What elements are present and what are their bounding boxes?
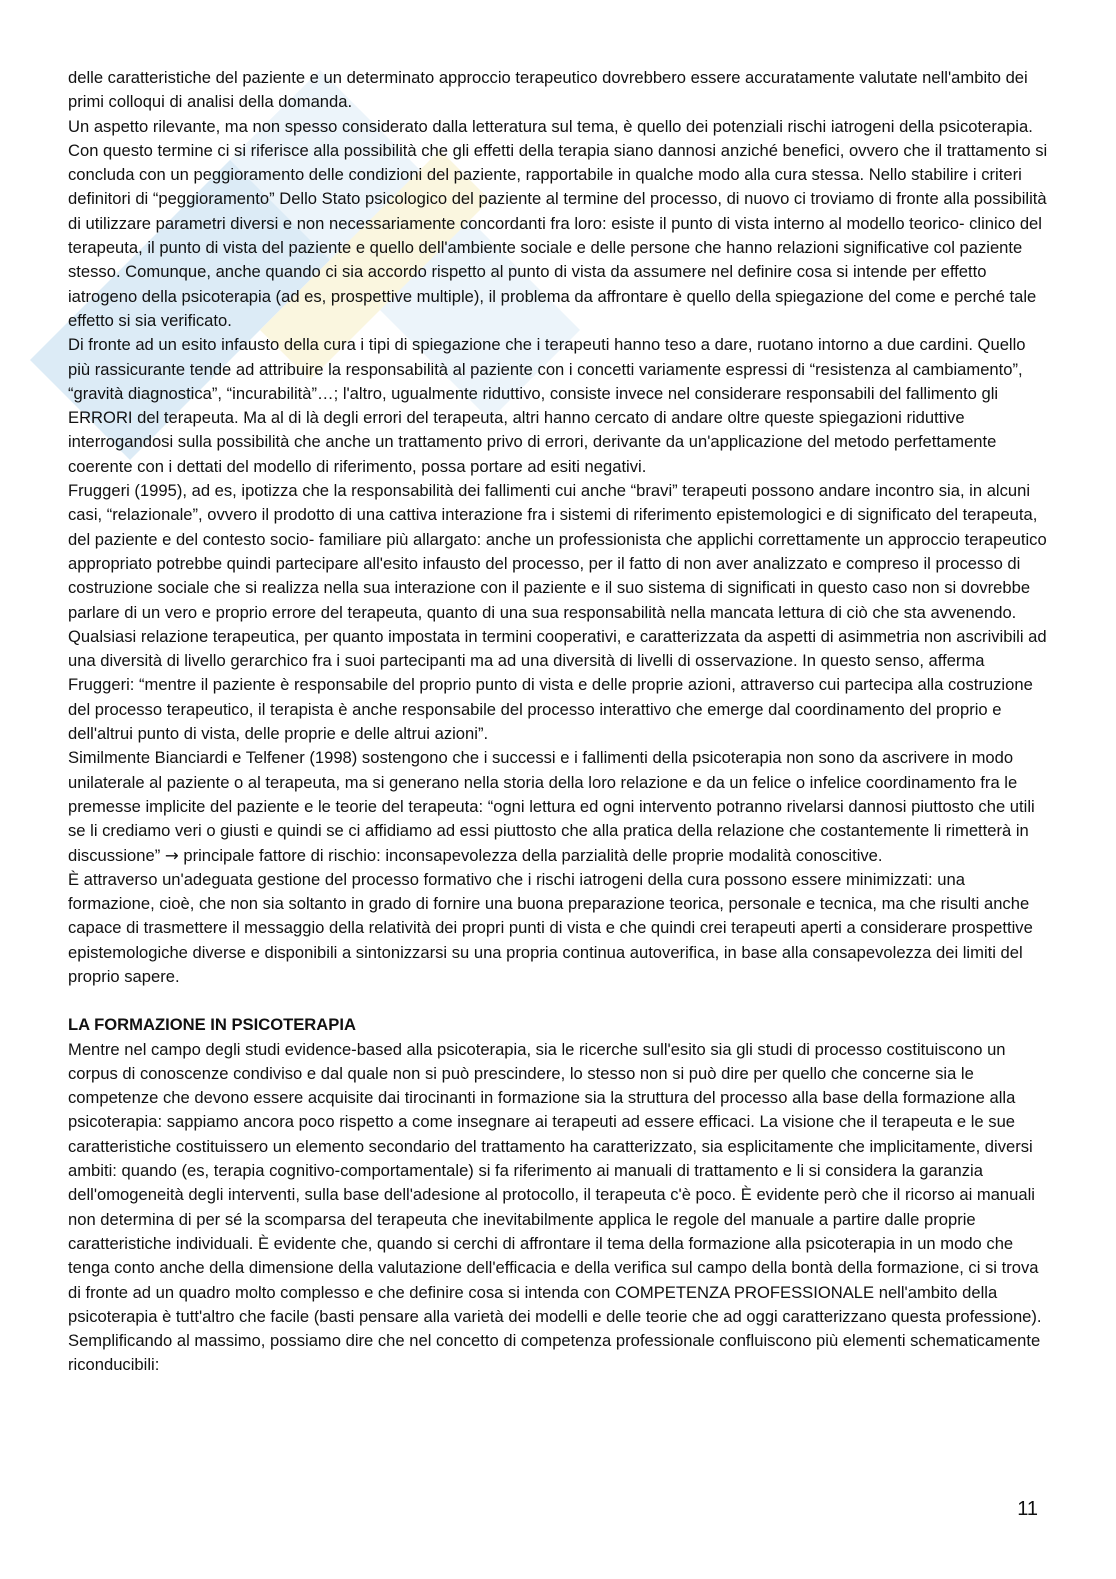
paragraph-5-start: Similmente Bianciardi e Telfener (1998) sostengono che i successi e i fallimenti della psicoterapia non sono da ascrivere in modo unilaterale al paziente o al terapeuta, ma si generano nella storia della loro relazione e da un felice o infelice coordinamento fra le premesse implicite del paziente e le teorie del terapeuta: “ogni lettura ed ogni intervento potranno rivelarsi dannosi piuttosto che utili se li crediamo veri o giusti e quindi se ci affidiamo ad essi piuttosto che alla pratica della relazione che costantemente li rimetterà in discussione” (68, 748, 1035, 865)
paragraph-1: delle caratteristiche del paziente e un determinato approccio terapeutico dovrebbero essere accuratamente valutate nell'ambito dei primi colloqui di analisi della domanda. (68, 68, 1028, 112)
section-heading: LA FORMAZIONE IN PSICOTERAPIA (68, 1015, 356, 1035)
arrow-right-icon: → (164, 845, 179, 865)
paragraph-5-end: principale fattore di rischio: inconsapevolezza della parzialità delle proprie modalità conoscitive. (178, 845, 883, 865)
paragraph-4: Fruggeri (1995), ad es, ipotizza che la responsabilità dei fallimenti cui anche “bravi” terapeuti possono andare incontro sia, in alcuni casi, “relazionale”, ovvero il prodotto di una cattiva interazione fra i sistemi di riferimento epistemologici e di significato del terapeuta, del paziente e del contesto socio- familiare più allargato: anche un professionista che applichi correttamente un approccio terapeutico appropriato potrebbe quindi partecipare all'esito infausto del processo, per il fatto di non aver analizzato e compreso il processo di costruzione sociale che si realizza nella sua interazione con il paziente e il suo sistema di significati in questo caso non si dovrebbe parlare di un vero e proprio errore del terapeuta, quanto di una sua responsabilità nella mancata lettura di ciò che sta avvenendo. Qualsiasi relazione terapeutica, per quanto impostata in termini cooperativi, e caratterizzata da aspetti di asimmetria non ascrivibili ad una diversità di livello gerarchico fra i suoi partecipanti ma ad una diversità di livelli di osservazione. In questo senso, afferma Fruggeri: “mentre il paziente è responsabile del proprio punto di vista e delle proprie azioni, attraverso cui partecipa alla costruzione del processo terapeutico, il terapista è anche responsabile del processo interattivo che emerge dal coordinamento del proprio e dell'altrui punto di vista, delle proprie e delle altrui azioni”. (68, 481, 1047, 744)
paragraph-7: Mentre nel campo degli studi evidence-based alla psicoterapia, sia le ricerche sull'esito sia gli studi di processo costituiscono un corpus di conoscenze condiviso e dal quale non si può prescindere, lo stesso non si può dire per quello che concerne sia le competenze che devono essere acquisite dai tirocinanti in formazione sia la struttura del processo alla base della formazione alla psicoterapia: sappiamo ancora poco rispetto a come insegnare ai terapeuti ad essere efficaci. La visione che il terapeuta e le sue caratteristiche costituissero un elemento secondario del trattamento ha caratterizzato, sia esplicitamente che implicitamente, diversi ambiti: quando (es, terapia cognitivo-comportamentale) si fa riferimento ai manuali di trattamento e li si considera la garanzia dell'omogeneità degli interventi, sulla base dell'adesione al protocollo, il terapeuta c'è poco. È evidente però che il ricorso ai manuali non determina di per sé la scomparsa del terapeuta che inevitabilmente applica le regole del manuale a partire dalle proprie caratteristiche individuali. È evidente che, quando si cerchi di affrontare il tema della formazione alla psicoterapia in un modo che tenga conto anche della dimensione della valutazione dell'efficacia e della verifica sul campo della bontà della formazione, ci si trova di fronte ad un quadro molto complesso e che definire cosa si intenda con COMPETENZA PROFESSIONALE nell'ambito della psicoterapia è tutt'altro che facile (basti pensare alla varietà dei modelli e delle teorie che ad oggi caratterizzano questa professione). (68, 1039, 1042, 1326)
paragraph-8: Semplificando al massimo, possiamo dire che nel concetto di competenza professionale confluiscono più elementi schematicamente riconducibili: (68, 1331, 1041, 1375)
paragraph-3: Di fronte ad un esito infausto della cura i tipi di spiegazione che i terapeuti hanno teso a dare, ruotano intorno a due cardini. Quello più rassicurante tende ad attribuire la responsabilità al paziente con i concetti variamente espressi di “resistenza al cambiamento”, “gravità diagnostica”, “incurabilità”…; l'altro, ugualmente riduttivo, consiste invece nel considerare responsabili del fallimento gli ERRORI del terapeuta. Ma al di là degli errori del terapeuta, altri hanno cercato di andare oltre queste spiegazioni riduttive interrogandosi sulla possibilità che anche un trattamento privo di errori, derivante da un'applicazione del metodo perfettamente coerente con i dettati del modello di riferimento, possa portare ad esiti negativi. (68, 335, 1026, 476)
page-body (68, 66, 1048, 1378)
paragraph-5 (68, 746, 1048, 867)
paragraph-2: Un aspetto rilevante, ma non spesso considerato dalla letteratura sul tema, è quello dei potenziali rischi iatrogeni della psicoterapia. Con questo termine ci si riferisce alla possibilità che gli effetti della terapia siano dannosi anziché benefici, ovvero che il trattamento si concluda con un peggioramento delle condizioni del paziente, rapportabile in qualche modo alla cura stessa. Nello stabilire i criteri definitori di “peggioramento” Dello Stato psicologico del paziente al termine del processo, di nuovo ci troviamo di fronte alla possibilità di utilizzare parametri diversi e non necessariamente concordanti fra loro: esiste il punto di vista interno al modello teorico- clinico del terapeuta, il punto di vista del paziente e quello dell'ambiente sociale e delle persone che hanno relazioni significative col paziente stesso. Comunque, anche quando ci sia accordo rispetto al punto di vista da assumere nel definire cosa si intende per effetto iatrogeno della psicoterapia (ad es, prospettive multiple), il problema da affrontare è quello della spiegazione del come e perché tale effetto si sia verificato. (68, 116, 1048, 330)
paragraph-6: È attraverso un'adeguata gestione del processo formativo che i rischi iatrogeni della cura possono essere minimizzati: una formazione, cioè, che non sia soltanto in grado di fornire una buona preparazione teorica, personale e tecnica, ma che risulti anche capace di trasmettere il messaggio della relatività dei propri punti di vista e che quindi crei terapeuti aperti a considerare prospettive epistemologiche diverse e disponibili a sintonizzarsi su una propria continua autoverifica, in base alla consapevolezza dei limiti del proprio sapere. (68, 869, 1033, 986)
page-number: 11 (1017, 1498, 1038, 1520)
